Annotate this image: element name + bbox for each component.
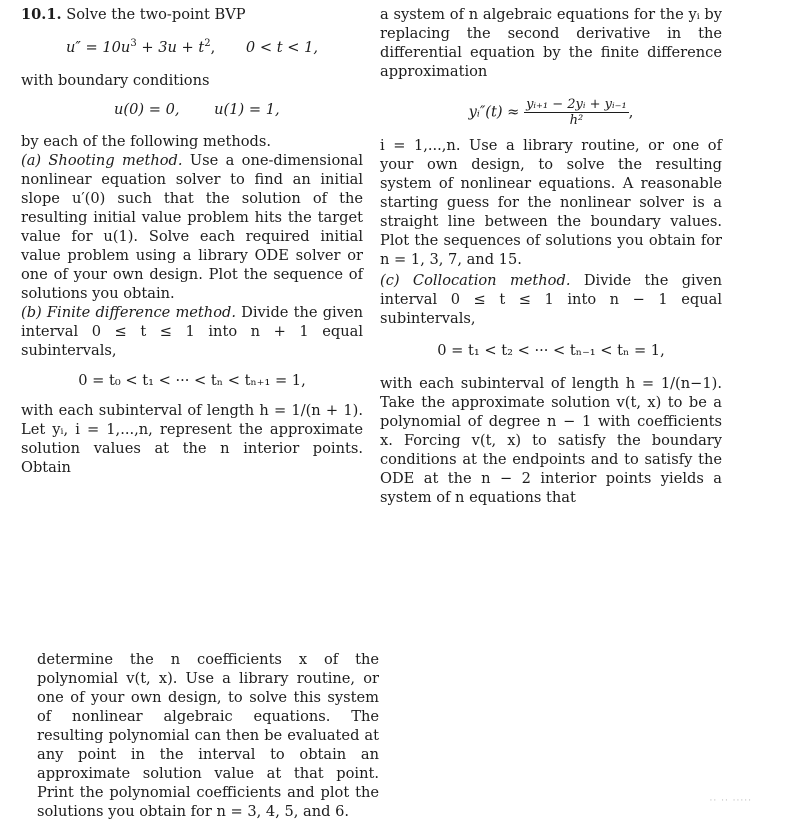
left-column xyxy=(21,5,363,477)
method-b-paragraph xyxy=(21,303,363,360)
bvp-equation: $u'' = 10u^3 + 3u + t^2$, 0 < t < 1, xyxy=(66,38,319,56)
method-a-label: (a) Shooting method. xyxy=(21,151,183,169)
method-a-paragraph xyxy=(21,151,363,303)
method-c-text: Divide the given interval 0 ≤ t ≤ 1 into n − 1 equal subintervals, xyxy=(380,272,722,327)
bvp-equation-range: 0 < t < 1, xyxy=(245,38,319,56)
bvp-equation-lhs: u″ = 10u xyxy=(66,38,131,56)
method-b-partition: 0 = t₀ < t₁ < ··· < tₙ < tₙ₊₁ = 1, xyxy=(78,371,306,389)
page-edge-marks: ·· ·· ····· xyxy=(709,796,752,806)
method-c-paragraph xyxy=(380,271,722,328)
method-c-conclusion: determine the n coefficients x of the polynomial v(t, x). Use a library routine, or one of your own design, to solve this system of nonlinear algebraic equations. The resulting polynomial can then be evaluated at any point in the interval to obtain an approximate solution value at that point. Print the polynomial coefficients and plot the solutions you obtain for n = 3, 4, 5, and 6. xyxy=(37,651,379,820)
methods-intro: by each of the following methods. xyxy=(21,132,271,150)
boundary-intro: with boundary conditions xyxy=(21,71,210,89)
method-a-text: Use a one-dimensional nonlinear equation solver to find an initial slope u′(0) such that the solution of the resulting initial value problem hits the target value for u(1). Solve each required initial value problem using a library ODE solver or one of your own design. Plot the sequence of solutions you obtain. xyxy=(21,151,364,302)
boundary-conditions xyxy=(21,100,363,119)
bvp-equation-mid: + 3u + t xyxy=(136,38,205,56)
method-b-system-paragraph: a system of n algebraic equations for the yᵢ by replacing the second derivative in the differential equation by the finite difference approximation xyxy=(380,6,722,80)
method-b-label: (b) Finite difference method. xyxy=(21,303,236,321)
method-c-text-continued: with each subinterval of length h = 1/(n−1). Take the approximate solution v(t, x) to be a polynomial of degree n − 1 with coefficients x. Forcing v(t, x) to satisfy the boundary conditions at the endpoints and to satisfy the ODE at the n − 2 interior points yields a system of n equations that xyxy=(380,375,722,506)
method-b-text-continued: with each subinterval of length h = 1/(n + 1). Let yᵢ, i = 1,...,n, represent the approximate solution values at the n interior points. Obtain xyxy=(21,401,363,476)
bottom-block xyxy=(37,650,379,821)
problem-title-text: Solve the two-point BVP xyxy=(66,6,246,23)
finite-difference-fraction xyxy=(524,97,629,128)
finite-difference-lhs: yᵢ″(t) ≈ xyxy=(468,103,520,121)
finite-difference-denominator: h² xyxy=(569,113,584,128)
method-b-solve-paragraph: i = 1,...,n. Use a library routine, or one of your own design, to solve the resulting system of nonlinear equations. A reasonable starting guess for the nonlinear solver is a straight line between the boundary values. Plot the sequences of solutions you obtain for n = 1, 3, 7, and 15. xyxy=(380,137,722,268)
finite-difference-numerator: yᵢ₊₁ − 2yᵢ + yᵢ₋₁ xyxy=(526,97,627,112)
method-b-text: Divide the given interval 0 ≤ t ≤ 1 into n + 1 equal subintervals, xyxy=(21,303,363,359)
boundary-condition-2: u(1) = 1, xyxy=(214,100,280,118)
problem-title xyxy=(21,5,363,24)
finite-difference-formula: yᵢ″(t) ≈ $\frac{\text{yᵢ₊₁ − 2yᵢ + yᵢ₋₁}}{\text{h²}}$ , xyxy=(468,97,634,128)
right-column xyxy=(380,5,722,507)
problem-number: 10.1. xyxy=(21,6,62,23)
method-c-partition: 0 = t₁ < t₂ < ··· < tₙ₋₁ < tₙ = 1, xyxy=(437,342,665,359)
method-c-label: (c) Collocation method. xyxy=(380,272,571,289)
boundary-condition-1: u(0) = 0, xyxy=(114,100,180,118)
